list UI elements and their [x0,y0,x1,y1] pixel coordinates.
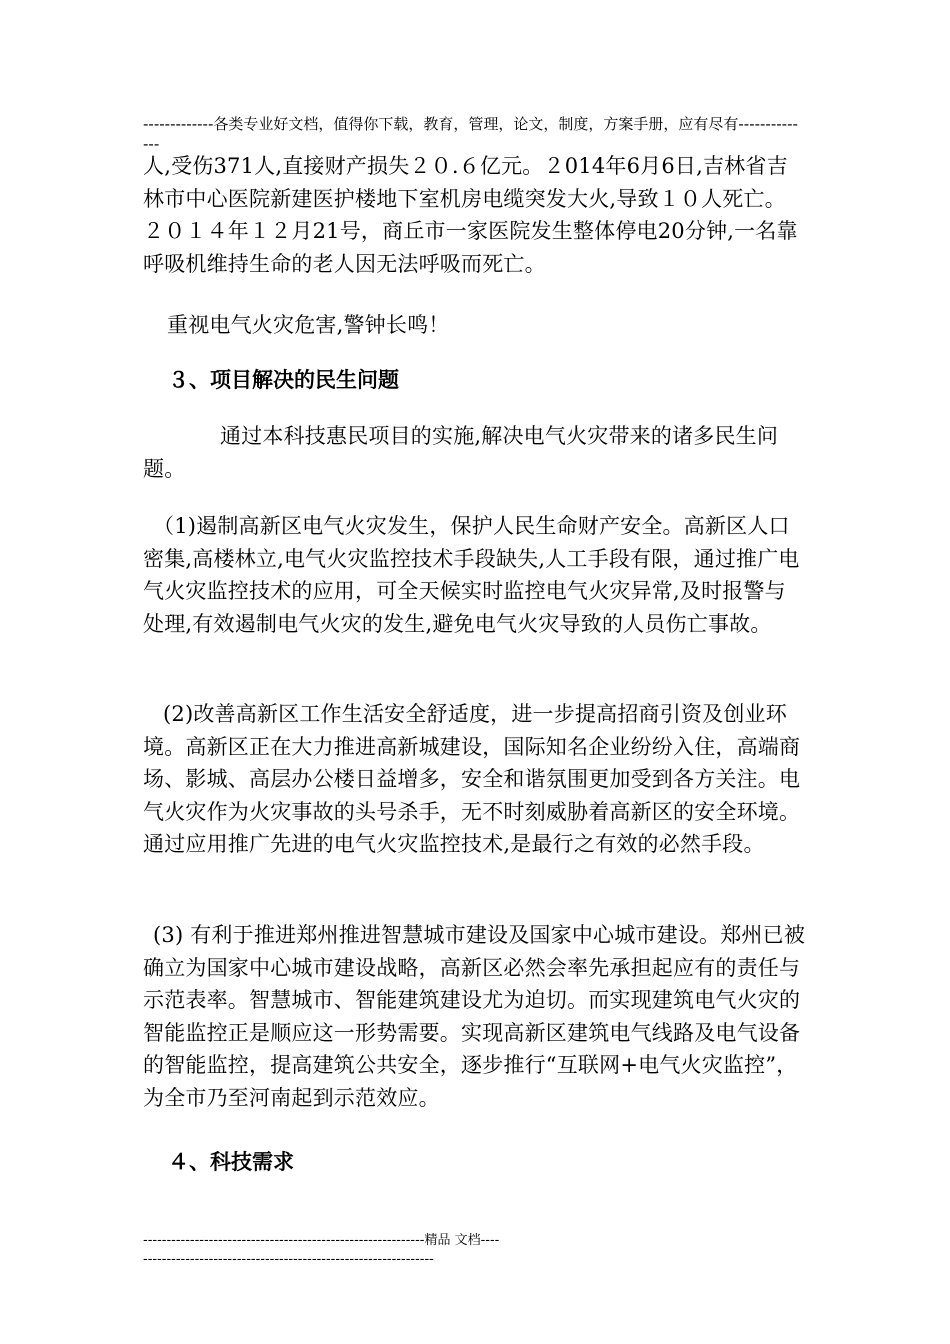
list-item-2: (2)改善高新区工作生活安全舒适度，进一步提高招商引资及创业环境。高新区正在大力推进高新城建设，国际知名企业纷纷入住，高端商场、影城、高层办公楼日益增多，安全和谐氛围更加受到各方关注。电气火灾作为火灾事故的头号杀手，无不时刻威胁着高新区的安全环境。通过应用推广先进的电气火灾监控技术,是最行之有效的必然手段。 [143,702,801,856]
continued-paragraph: 人,受伤371人,直接财产损失２０.６亿元。２014年6月6日,吉林省吉林市中心医院新建医护楼地下室机房电缆突发大火,导致１０人死亡。 ２０１４年１２月21号，商丘市一家医院发生整体停电20分钟,一名靠呼吸机维持生命的老人因无法呼吸而死亡。 [143,154,798,276]
intro-paragraph: 通过本科技惠民项目的实施,解决电气火灾带来的诸多民生问题。 [143,424,779,481]
page-header: -------------各类专业好文档，值得你下载，教育，管理，论文，制度，方案手册，应有尽有-------------- [143,115,798,153]
list-item-1: （1)遏制高新区电气火灾发生，保护人民生命财产安全。高新区人口密集,高楼林立,电气火灾监控技术手段缺失,人工手段有限，通过推广电气火灾监控技术的应用，可全天候实时监控电气火灾异常,及时报警与处理,有效遏制电气火灾的发生,避免电气火灾导致的人员伤亡事故。 [143,514,800,636]
page-footer: ------------------------------------------------------------精品 文档------------------------------------------------------------------ [143,1233,500,1267]
section-heading-4: ４、科技需求 [168,1149,294,1174]
slogan-paragraph: 重视电气火灾危害,警钟长鸣！ [167,313,450,337]
section-heading-3: ３、项目解决的民生问题 [168,367,399,392]
list-item-3: (3) 有利于推进郑州推进智慧城市建设及国家中心城市建设。郑州已被确立为国家中心城市建设战略，高新区必然会率先承担起应有的责任与示范表率。智慧城市、智能建筑建设尤为迫切。而实现建筑电气火灾的智能监控正是顺应这一形势需要。实现高新区建筑电气线路及电气设备的智能监控，提高建筑公共安全，逐步推行“互联网+电气火灾监控”，为全市乃至河南起到示范效应。 [143,923,806,1110]
